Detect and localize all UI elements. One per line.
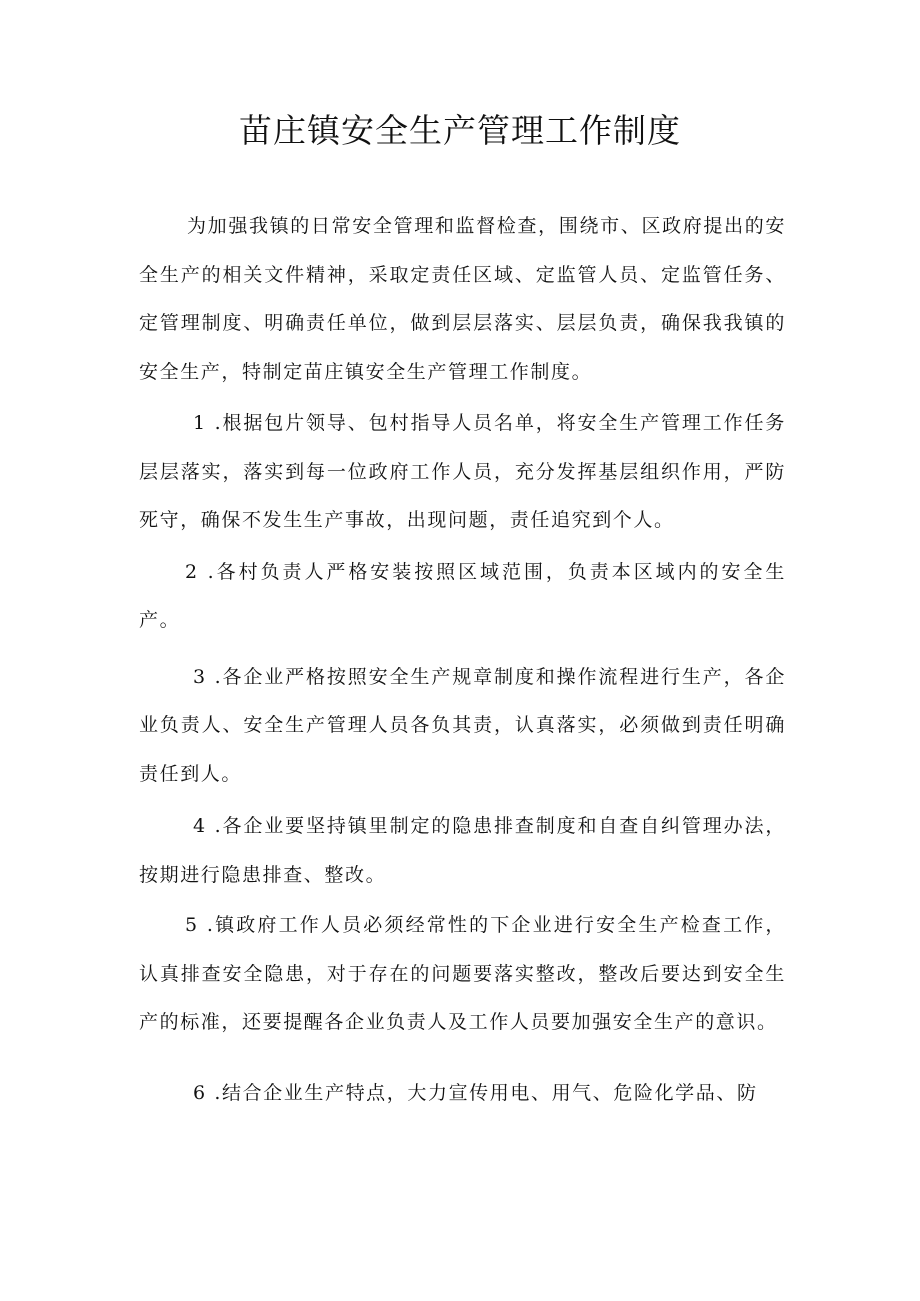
clause-3-paragraph: 3 .各企业严格按照安全生产规章制度和操作流程进行生产，各企业负责人、安全生产管理人员各负其责，认真落实，必须做到责任明确责任到人。 [139,665,786,785]
clause-5-paragraph: 5 .镇政府工作人员必须经常性的下企业进行安全生产检查工作，认真排查安全隐患，对于存在的问题要落实整改，整改后要达到安全生产的标准，还要提醒各企业负责人及工作人员要加强安全生产的意识。 [139,914,786,1033]
page-title: 苗庄镇安全生产管理工作制度 [239,111,681,150]
clause-2-paragraph: 2 .各村负责人严格安装按照区域范围，负责本区域内的安全生产。 [139,560,786,631]
document-body [139,202,786,1117]
clause-6-paragraph: 6 .结合企业生产特点，大力宣传用电、用气、危险化学品、防 [193,1081,758,1104]
clause-4-paragraph: 4 .各企业要坚持镇里制定的隐患排查制度和自查自纠管理办法，按期进行隐患排查、整改。 [139,815,786,886]
intro-paragraph: 为加强我镇的日常安全管理和监督检查，围绕市、区政府提出的安全生产的相关文件精神，采取定责任区域、定监管人员、定监管任务、定管理制度、明确责任单位，做到层层落实、层层负责，确保我我镇的安全生产，特制定苗庄镇安全生产管理工作制度。 [139,215,786,383]
clause-1-paragraph: 1 .根据包片领导、包村指导人员名单，将安全生产管理工作任务层层落实，落实到每一位政府工作人员，充分发挥基层组织作用，严防死守，确保不发生生产事故，出现问题，责任追究到个人。 [139,412,786,531]
